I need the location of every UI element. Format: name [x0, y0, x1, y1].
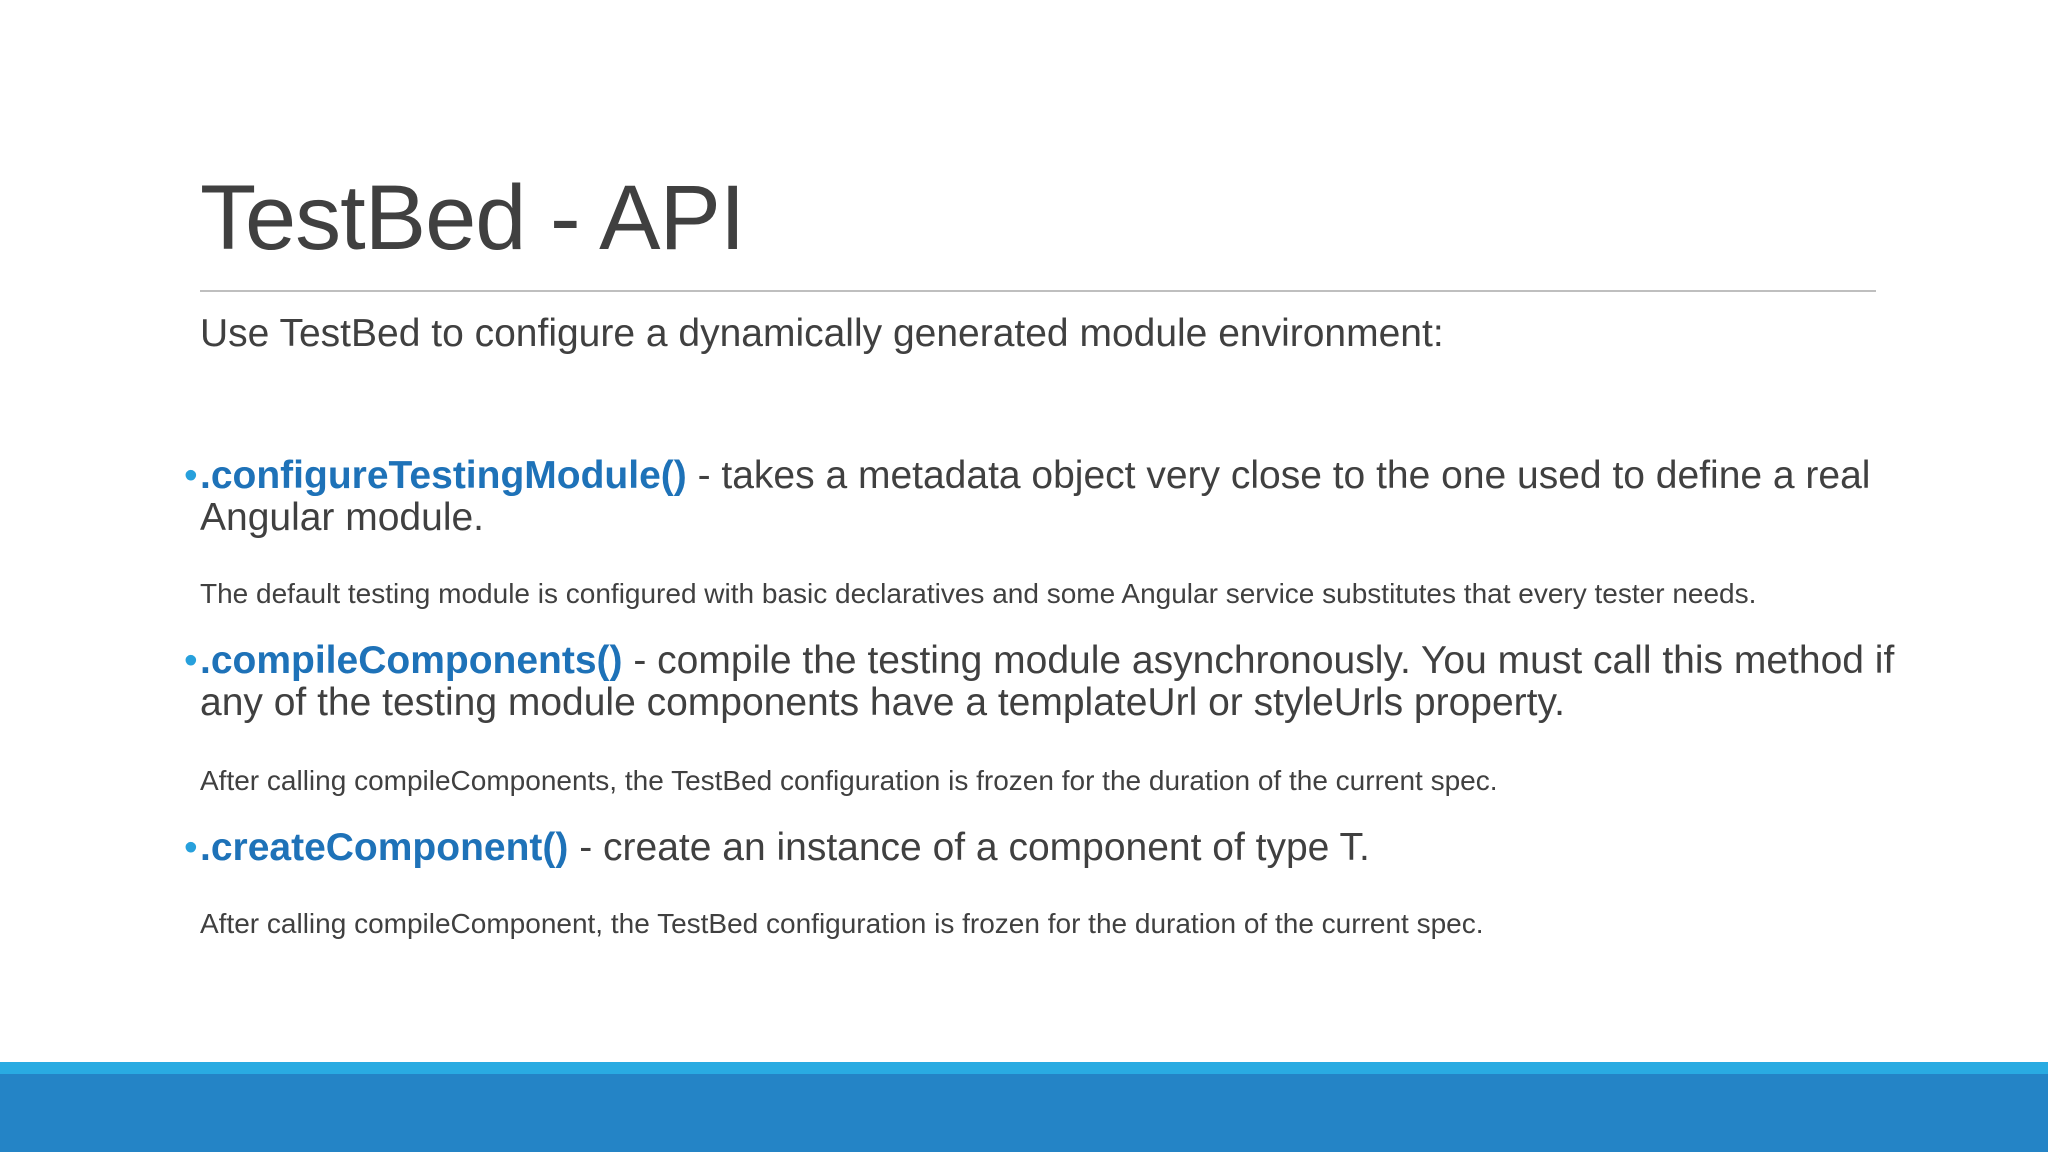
- method-description: - takes a metadata object very close to the one used to define a real Angular module.: [200, 454, 1871, 539]
- title-divider: [200, 290, 1876, 292]
- slide-title: TestBed - API: [200, 167, 745, 269]
- bullet-compile-components: [184, 639, 1900, 724]
- method-description: - compile the testing module asynchronously. You must call this method if any of the testing module components have a templateUrl or styleUrls property.: [200, 639, 1895, 724]
- bullet-dot-icon: •: [184, 639, 198, 682]
- method-description: - create an instance of a component of type T.: [568, 826, 1370, 869]
- bullet-note: After calling compileComponent, the TestBed configuration is frozen for the duration of the current spec.: [200, 908, 1484, 939]
- bullet-create-component: [184, 826, 1900, 869]
- bullet-configure-testing-module: [184, 454, 1900, 539]
- method-name: .createComponent(): [200, 826, 569, 869]
- footer-bar: [0, 1074, 2048, 1152]
- bullet-note: After calling compileComponents, the TestBed configuration is frozen for the duration of the current spec.: [200, 765, 1498, 796]
- bullet-dot-icon: •: [184, 454, 198, 497]
- bullet-dot-icon: •: [184, 826, 198, 869]
- method-name: .configureTestingModule(): [200, 454, 687, 497]
- bullet-note: The default testing module is configured with basic declaratives and some Angular service substitutes that every tester needs.: [200, 578, 1757, 609]
- slide-subtitle: Use TestBed to configure a dynamically generated module environment:: [200, 312, 1444, 355]
- footer-accent-bar: [0, 1062, 2048, 1074]
- method-name: .compileComponents(): [200, 639, 623, 682]
